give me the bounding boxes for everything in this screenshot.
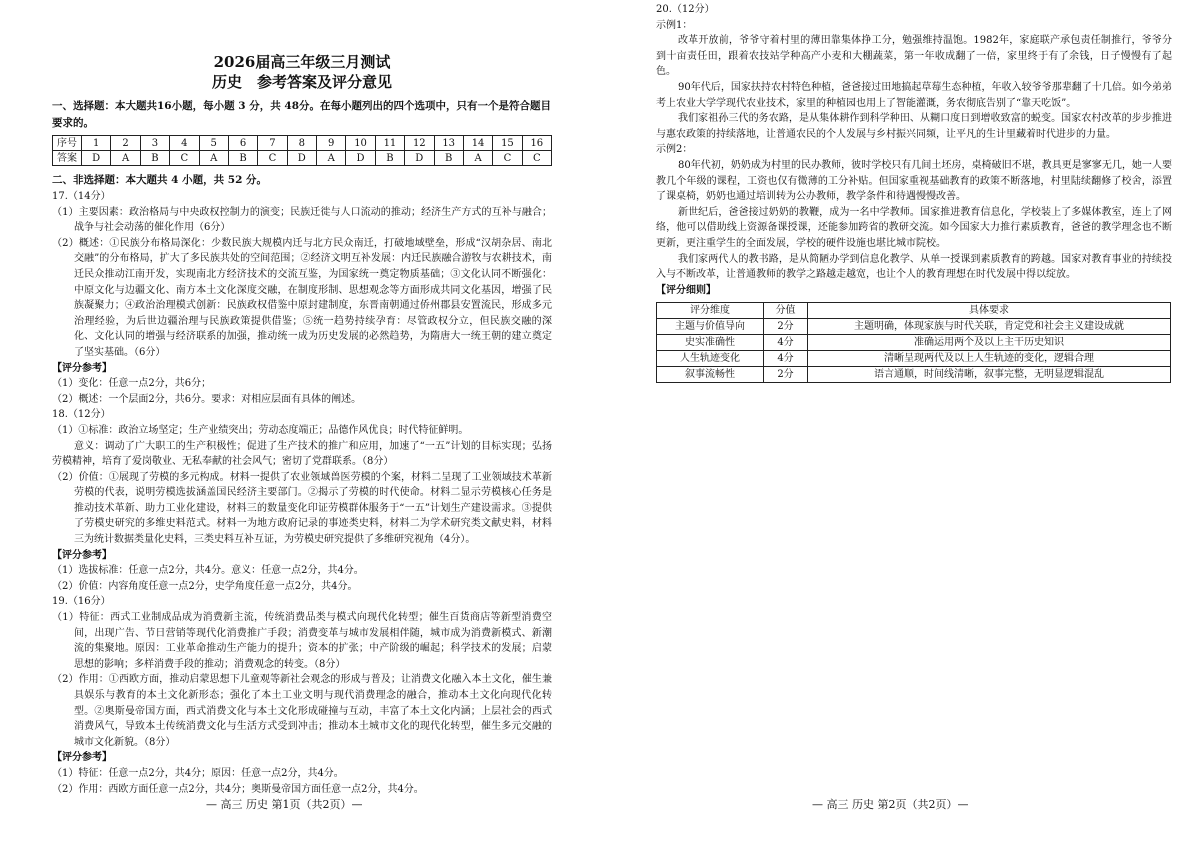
grading-requirement: 主题明确，体现家族与时代关联，肯定党和社会主义建设成就 [808, 319, 1171, 335]
example-2-label: 示例2： [656, 144, 693, 156]
example-2-para-2: 新世纪后，爸爸接过奶奶的教鞭，成为一名中学教师。国家推进教育信息化，学校装上了多媒体教室，连上了网络，他可以借助线上资源备课授课，还能参加跨省的教研交流。如今国家大力推行素质教育，爸爸的教学理念也不断更新，更注重学生的全面发展，学校的硬件设施也堪比城市院校。 [656, 206, 1172, 249]
q17-heading: 17.（14分） [52, 191, 111, 202]
table-row [657, 367, 1171, 383]
q20-heading: 20.（12分） [656, 4, 715, 15]
table-cell: B [434, 151, 463, 166]
q19-scoring-1: （1）特征：任意一点2分，共4分；原因：任意一点2分，共4分。 [52, 767, 344, 779]
q18-answer-2: （2）价值：①展现了劳模的多元构成。材料一提供了农业领域兽医劳模的个案，材料二呈现了工业领域技术革新劳模的代表，说明劳模选拔涵盖国民经济主要部门。②揭示了劳模的时代使命。材料二显示劳模核心任务是推动技术革新、助力工业化建设，材料三的数量变化印证劳模群体服务于“一五”计划生产建设需求。③提供了劳模史研究的多维史料范式。材料一为地方政府记录的事迹类史料，材料二为学术研究类文献史料，材料三为统计数据类量化史料，三类史料互补互证，为劳模史研究提供了多维研究视角（4分）。 [52, 471, 552, 546]
table-cell: D [82, 151, 111, 166]
grading-dimension: 史实准确性 [657, 335, 764, 351]
title-block [52, 52, 552, 92]
table-cell: B [228, 151, 257, 166]
table-row [657, 319, 1171, 335]
answer-table [52, 135, 552, 166]
table-cell: B [140, 151, 169, 166]
grading-requirement: 准确运用两个及以上主干历史知识 [808, 335, 1171, 351]
example-1-para-2: 90年代后，国家扶持农村特色种植，爸爸接过田地搞起草莓生态种植，年收入较爷爷那辈翻了十几倍。如今弟弟考上农业大学学现代农业技术，家里的种植园也用上了智能灌溉，务农彻底告别了“靠天吃饭”。 [656, 81, 1172, 109]
q18-scoring-1: （1）选拔标准：任意一点2分，共4分。意义：任意一点2分，共4分。 [52, 565, 364, 577]
q17-answer-1: （1）主要因素：政治格局与中央政权控制力的演变；民族迁徙与人口流动的推动；经济生产方式的互补与融合；战争与社会动荡的催化作用（6分） [52, 206, 552, 234]
q18-heading: 18.（12分） [52, 409, 111, 421]
table-cell: D [405, 151, 434, 166]
table-cell: D [346, 151, 375, 166]
table-cell: 1 [82, 136, 111, 151]
section2-heading: 二、非选择题：本大题共 4 小题，共 52 分。 [52, 174, 268, 186]
table-cell: 14 [463, 136, 492, 151]
table-cell: 3 [140, 136, 169, 151]
table-cell: 16 [522, 136, 551, 151]
row-label-number: 序号 [53, 136, 82, 151]
table-cell: A [317, 151, 346, 166]
page-1-footer: — 高三 历史 第1页（共2页）— [206, 798, 363, 811]
q17-answer-2: （2）概述：①民族分布格局深化：少数民族大规模内迁与北方民众南迁，打破地域壁垒，形成“汉胡杂居、南北交融”的分布格局，扩大了多民族共处的空间范围；②经济文明互补发展：内迁民族融合游牧与农耕技术，南迁民众推动江南开发，实现南北方经济技术的交流互鉴，为国家统一奠定物质基础；③文化认同不断强化：中原文化与边疆文化、南方本土文化深度交融，在制度形制、思想观念等方面形成共同文化基因，增强了民族凝聚力；④政治治理模式创新：民族政权借鉴中原封建制度，东晋南朝通过侨州郡县安置流民，形成多元治理经验，为后世边疆治理与民族政策提供借鉴；⑤统一趋势持续孕育：尽管政权分立，但民族交融的深化、文化认同的增强与经济联系的加强，推动统一成为历史发展的必然趋势，为隋唐大一统王朝的建立奠定了坚实基础。（6分） [52, 237, 552, 358]
page-1 [52, 0, 552, 797]
table-cell: 11 [375, 136, 404, 151]
q19-scoring-label: 【评分参考】 [52, 752, 112, 764]
answer-table-row-answers [53, 151, 552, 166]
table-cell: 5 [199, 136, 228, 151]
column-header: 分值 [764, 303, 808, 319]
table-cell: 6 [228, 136, 257, 151]
answer-table-row-numbers [53, 136, 552, 151]
grading-requirement: 清晰呈现两代及以上人生轨迹的变化，逻辑合理 [808, 351, 1171, 367]
table-cell: 2 [111, 136, 140, 151]
grading-requirement: 语言通顺，时间线清晰，叙事完整，无明显逻辑混乱 [808, 367, 1171, 383]
q19-scoring-2: （2）作用：西欧方面任意一点2分，共4分；奥斯曼帝国方面任意一点2分，共4分。 [52, 783, 424, 795]
q17-scoring-2: （2）概述：一个层面2分，共6分。要求：对相应层面有具体的阐述。 [52, 393, 362, 405]
table-row [657, 335, 1171, 351]
page-2-footer: — 高三 历史 第2页（共2页）— [812, 798, 969, 811]
exam-subtitle: 历史 参考答案及评分意见 [211, 73, 392, 91]
grading-dimension: 人生轨迹变化 [657, 351, 764, 367]
row-label-answer: 答案 [53, 151, 82, 166]
table-cell: 7 [258, 136, 287, 151]
q18-answer-1: （1）①标准：政治立场坚定；生产业绩突出；劳动态度端正；品德作风优良；时代特征鲜明。 [52, 424, 469, 436]
table-cell: 15 [493, 136, 522, 151]
table-cell: C [258, 151, 287, 166]
q17-scoring-label: 【评分参考】 [52, 362, 112, 374]
grading-score: 4分 [764, 351, 808, 367]
table-row [657, 351, 1171, 367]
example-1-para-3: 我们家祖孙三代的务农路，是从集体耕作到科学种田、从糊口度日到增收致富的蜕变。国家农村改革的步步推进与惠农政策的持续落地，让普通农民的个人发展与乡村振兴同频，让平凡的生计里藏着时代进步的力量。 [656, 113, 1172, 140]
q19-answer-2: （2）作用：①西欧方面，推动启蒙思想下儿童观等新社会观念的形成与普及；让消费文化融入本土文化，催生兼具娱乐与教育的本土文化新形态；强化了本土工业文明与现代消费理念的融合，推动本土文化向现代化转型。②奥斯曼帝国方面，西式消费文化与本土文化形成碰撞与互动，丰富了本土文化内涵；上层社会的西式消费风气，导致本土传统消费文化与生活方式受到冲击；推动本土城市文化的现代化转型，催生多元交融的城市文化新貌。（8分） [52, 674, 552, 748]
q18-answer-1b: 意义：调动了广大职工的生产积极性；促进了生产技术的推广和应用，加速了“一五”计划的目标实现；弘扬劳模精神，培育了爱岗敬业、无私奉献的社会风气；密切了党群联系。（8分） [52, 440, 552, 468]
table-cell: C [170, 151, 199, 166]
table-cell: 10 [346, 136, 375, 151]
table-cell: D [287, 151, 316, 166]
table-cell: B [375, 151, 404, 166]
table-cell: 12 [405, 136, 434, 151]
grading-rules-label: 【评分细则】 [656, 284, 716, 296]
column-header: 具体要求 [808, 303, 1171, 319]
example-1-label: 示例1： [656, 19, 693, 31]
example-2-para-1: 80年代初，奶奶成为村里的民办教师，彼时学校只有几间土坯房，桌椅破旧不堪，教具更是寥寥无几，她一人要教几个年级的课程，工资也仅有微薄的工分补贴。但国家重视基础教育的政策不断落地，村里陆续翻修了校舍，添置了课桌椅，奶奶也通过培训转为公办教师，教学条件和待遇慢慢改善。 [656, 159, 1172, 203]
q17-scoring-1: （1）变化：任意一点2分，共6分； [52, 378, 212, 390]
table-cell: 13 [434, 136, 463, 151]
table-cell: C [522, 151, 551, 166]
grading-score: 2分 [764, 319, 808, 335]
table-cell: C [493, 151, 522, 166]
table-cell: 8 [287, 136, 316, 151]
page-2 [656, 0, 1172, 383]
exam-title: 2026届高三年级三月测试 [213, 53, 391, 71]
q19-heading: 19.（16分） [52, 596, 111, 608]
q19-answer-1: （1）特征：西式工业制成品成为消费新主流，传统消费品类与模式向现代化转型；催生百货商店等新型消费空间，出现广告、节日营销等现代化消费推广手段；消费变革与城市发展相伴随，城市成为消费新模式、新潮流的集聚地。原因：工业革命推动生产能力的提升；资本的扩张；中产阶级的崛起；科学技术的发展；启蒙思想的影响；多样消费手段的推动；消费观念的转变。（8分） [52, 612, 552, 670]
example-2-para-3: 我们家两代人的教书路，是从简陋办学到信息化教学、从单一授课到素质教育的跨越。国家对教育事业的持续投入与不断改革，让普通教师的教学之路越走越宽，也让个人的教育理想在时代发展中得以绽放。 [656, 253, 1172, 281]
table-cell: A [199, 151, 228, 166]
example-1-para-1: 改革开放前，爷爷守着村里的薄田靠集体挣工分，勉强维持温饱。1982年，家庭联产承包责任制推行，爷爷分到十亩责任田，跟着农技站学种高产小麦和大棚蔬菜，第一年收成翻了一倍，家里终于有了余钱，日子慢慢有了起色。 [656, 35, 1172, 78]
grading-dimension: 主题与价值导向 [657, 319, 764, 335]
table-cell: A [463, 151, 492, 166]
grading-score: 4分 [764, 335, 808, 351]
table-cell: 4 [170, 136, 199, 151]
q18-scoring-2: （2）价值：内容角度任意一点2分，史学角度任意一点2分，共4分。 [52, 580, 358, 592]
table-cell: A [111, 151, 140, 166]
column-header: 评分维度 [657, 303, 764, 319]
grading-dimension: 叙事流畅性 [657, 367, 764, 383]
section1-heading: 一、选择题：本大题共16小题，每小题 3 分，共 48分。在每小题列出的四个选项中，只有一个是符合题目要求的。 [52, 100, 551, 129]
q18-scoring-label: 【评分参考】 [52, 549, 112, 561]
table-cell: 9 [317, 136, 346, 151]
grading-score: 2分 [764, 367, 808, 383]
grading-table-header [657, 303, 1171, 319]
grading-table [656, 302, 1171, 383]
